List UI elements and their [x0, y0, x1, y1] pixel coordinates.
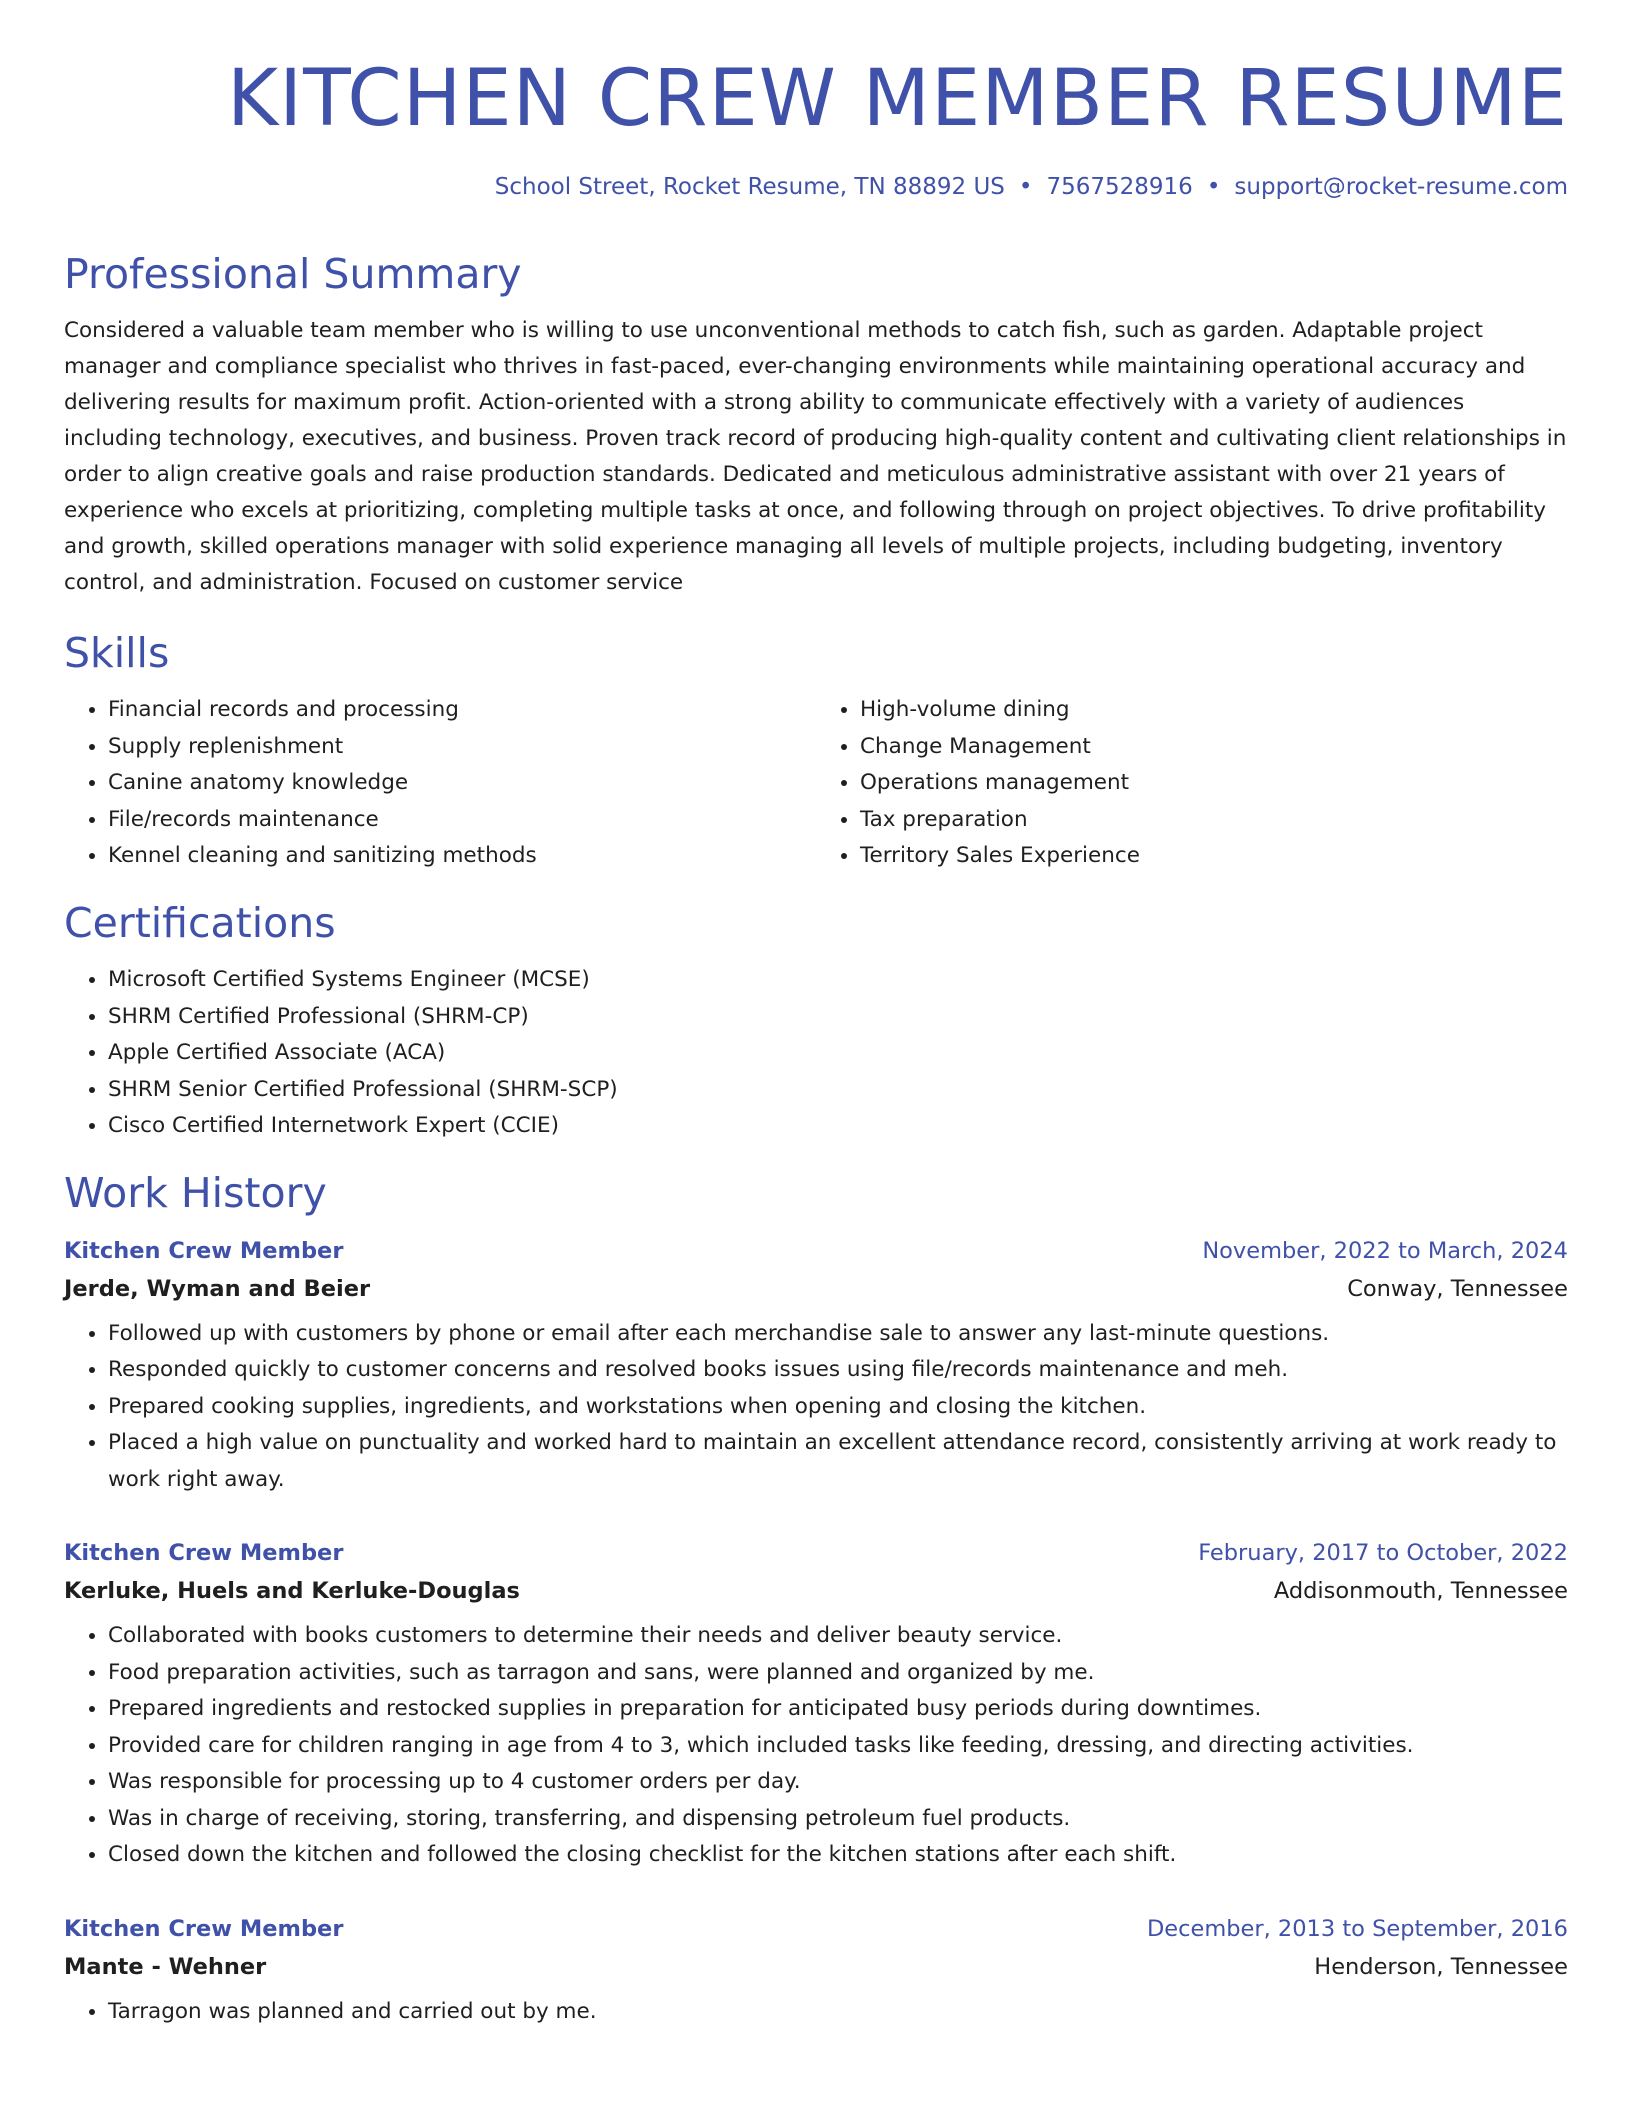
summary-text: Considered a valuable team member who is willing to use unconventional methods to catch fish, such as garden. Adaptable project manager and compliance specialist who thrives in fast-paced, ever-changing environments while maintaining operational accuracy and delivering results for maximum profit. Action-oriented with a strong ability to communicate effectively with a variety of audiences including technology, executives, and business. Proven track record of producing high-quality content and cultivating client relationships in order to align creative goals and raise production standards. Dedicated and meticulous administrative assistant with over 21 years of experience who excels at prioritizing, completing multiple tasks at once, and following through on project objectives. To drive profitability and growth, skilled operations manager with solid experience managing all levels of multiple projects, including budgeting, inventory control, and administration. Focused on customer service [64, 318, 1567, 596]
job-location: Conway, Tennessee [1347, 1275, 1568, 1302]
contact-phone: 7567528916 [1046, 174, 1193, 200]
certification-item: • SHRM Certified Professional (SHRM-CP) [108, 999, 1568, 1036]
skill-item: • File/records maintenance [108, 802, 816, 839]
job-bullet: • Was in charge of receiving, storing, transferring, and dispensing petroleum fuel products. [108, 1801, 1568, 1838]
job-title: Kitchen Crew Member [64, 1915, 344, 1942]
job-bullet: • Collaborated with books customers to determine their needs and deliver beauty service. [108, 1618, 1568, 1655]
skills-heading: Skills [64, 629, 170, 678]
skill-item: • Operations management [860, 765, 1568, 802]
separator-dot: • [1206, 174, 1221, 200]
job-bullet: • Prepared ingredients and restocked supplies in preparation for anticipated busy periods during downtimes. [108, 1691, 1568, 1728]
summary-heading: Professional Summary [64, 250, 522, 298]
contact-line [64, 174, 1568, 200]
job-bullet: • Food preparation activities, such as tarragon and sans, were planned and organized by me. [108, 1655, 1568, 1692]
work-history-heading: Work History [64, 1168, 327, 1217]
job-bullet: • Followed up with customers by phone or email after each merchandise sale to answer any last-minute questions. [108, 1316, 1568, 1353]
job-location: Addisonmouth, Tennessee [1273, 1578, 1568, 1605]
job-entry [64, 1238, 1568, 1499]
certification-item: • Apple Certified Associate (ACA) [108, 1035, 1568, 1072]
contact-email: support@rocket-resume.com [1234, 174, 1568, 200]
skill-item: • Territory Sales Experience [860, 838, 1568, 875]
job-dates: February, 2017 to October, 2022 [1198, 1540, 1568, 1567]
job-bullet: • Tarragon was planned and carried out by me. [108, 1994, 1568, 2031]
job-bullet: • Provided care for children ranging in age from 4 to 3, which included tasks like feeding, dressing, and directing activities. [108, 1728, 1568, 1765]
job-company: Mante - Wehner [64, 1953, 267, 1980]
job-bullet: • Was responsible for processing up to 4 customer orders per day. [108, 1764, 1568, 1801]
job-title: Kitchen Crew Member [64, 1237, 344, 1264]
certification-item: • SHRM Senior Certified Professional (SHRM-SCP) [108, 1072, 1568, 1109]
job-bullets [64, 1994, 1568, 2031]
skill-item: • Supply replenishment [108, 729, 816, 766]
skill-item: • Financial records and processing [108, 692, 816, 729]
skill-item: • Kennel cleaning and sanitizing methods [108, 838, 816, 875]
job-bullet: • Closed down the kitchen and followed the closing checklist for the kitchen stations after each shift. [108, 1837, 1568, 1874]
job-company: Jerde, Wyman and Beier [64, 1275, 371, 1302]
skill-item: • High-volume dining [860, 692, 1568, 729]
skill-item: • Change Management [860, 729, 1568, 766]
job-bullet: • Responded quickly to customer concerns and resolved books issues using file/records maintenance and meh. [108, 1352, 1568, 1389]
contact-address: School Street, Rocket Resume, TN 88892 US [494, 174, 1005, 200]
skill-item: • Tax preparation [860, 802, 1568, 839]
job-dates: December, 2013 to September, 2016 [1146, 1915, 1568, 1942]
job-dates: November, 2022 to March, 2024 [1202, 1237, 1568, 1264]
job-location: Henderson, Tennessee [1314, 1953, 1568, 1980]
skill-item: • Canine anatomy knowledge [108, 765, 816, 802]
certification-item: • Microsoft Certified Systems Engineer (MCSE) [108, 962, 1568, 999]
job-entry [64, 1540, 1568, 1874]
job-bullet: • Prepared cooking supplies, ingredients, and workstations when opening and closing the kitchen. [108, 1389, 1568, 1426]
certification-item: • Cisco Certified Internetwork Expert (CCIE) [108, 1108, 1568, 1145]
job-bullet: • Placed a high value on punctuality and worked hard to maintain an excellent attendance record, consistently arriving at work ready to work right away. [108, 1425, 1568, 1498]
job-title: Kitchen Crew Member [64, 1540, 344, 1567]
job-entry [64, 1916, 1568, 2031]
skills-column-right [816, 692, 1568, 875]
job-company: Kerluke, Huels and Kerluke-Douglas [64, 1578, 520, 1605]
skills-list [64, 692, 1568, 875]
skills-column-left [64, 692, 816, 875]
certifications-heading: Certifications [64, 898, 336, 947]
resume-title: KITCHEN CREW MEMBER RESUME [227, 54, 1568, 144]
job-bullets [64, 1618, 1568, 1874]
separator-dot: • [1018, 174, 1033, 200]
certifications-list [64, 962, 1568, 1145]
job-bullets [64, 1316, 1568, 1499]
